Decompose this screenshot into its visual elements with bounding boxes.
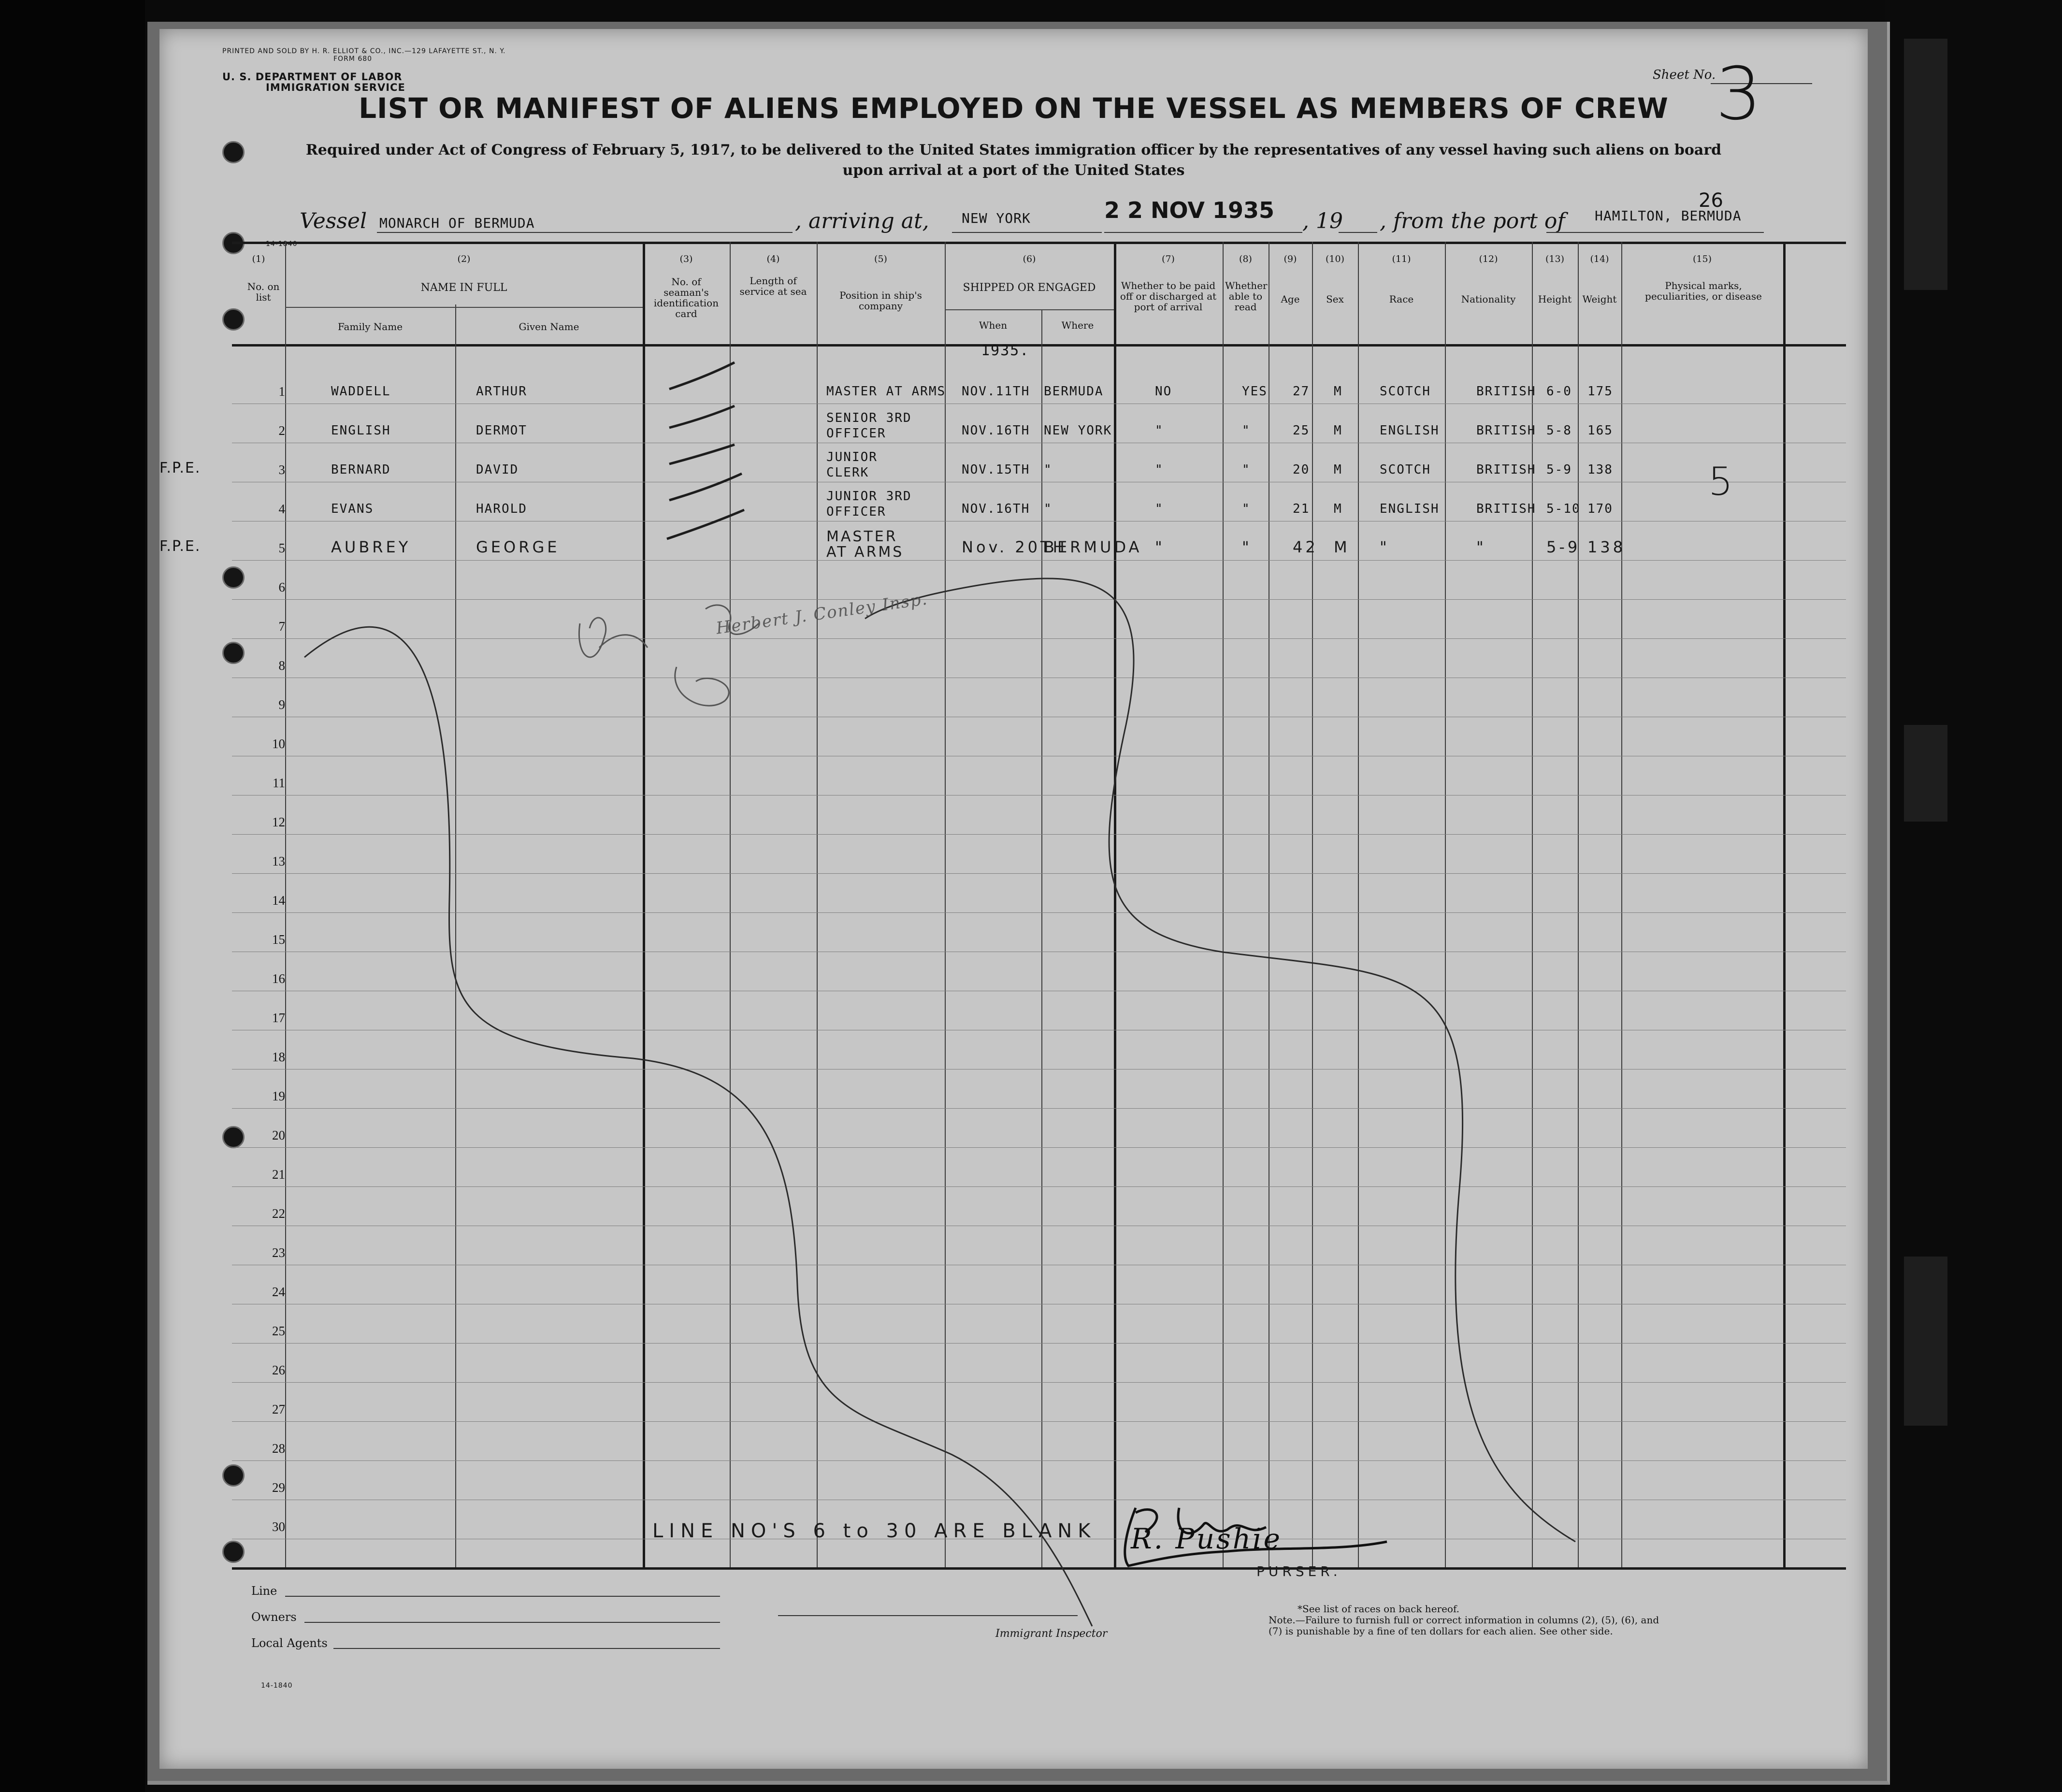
col-number: (8) bbox=[1239, 254, 1252, 264]
row-number: 13 bbox=[272, 854, 285, 868]
cell-paid-off: " bbox=[1155, 502, 1164, 516]
cell-family-name: BERNARD bbox=[331, 462, 391, 477]
purser-signature: R. Pushie bbox=[1131, 1522, 1282, 1555]
cell-race: SCOTCH bbox=[1380, 462, 1431, 477]
cell-age: 27 bbox=[1293, 384, 1310, 399]
row-number: 27 bbox=[272, 1402, 285, 1416]
cell-position: OFFICER bbox=[826, 426, 886, 441]
cell-able-to-read: " bbox=[1242, 423, 1251, 438]
row-number: 23 bbox=[272, 1245, 285, 1260]
cell-paid-off: NO bbox=[1155, 384, 1172, 399]
margin-mark-fpe: F.P.E. bbox=[159, 538, 201, 555]
from-port-label: , from the port of bbox=[1380, 209, 1565, 233]
row-number: 26 bbox=[272, 1363, 285, 1377]
cell-shipped-where: BERMUDA bbox=[1044, 384, 1104, 399]
arriving-port: NEW YORK bbox=[962, 210, 1031, 226]
owners-label: Owners bbox=[251, 1610, 297, 1624]
page-title: LIST OR MANIFEST OF ALIENS EMPLOYED ON THE VESSEL AS MEMBERS OF CREW bbox=[359, 92, 1669, 125]
year-label: , 19 bbox=[1302, 209, 1343, 233]
cell-weight: 170 bbox=[1587, 502, 1613, 516]
row-number: 2 bbox=[278, 423, 285, 438]
row-number: 7 bbox=[278, 619, 285, 634]
row-number: 8 bbox=[278, 658, 285, 673]
cell-nationality: " bbox=[1476, 538, 1486, 556]
year-note: 1935. bbox=[981, 342, 1030, 359]
cell-sex: M bbox=[1334, 423, 1342, 438]
row-number: 15 bbox=[272, 932, 285, 947]
row-number: 12 bbox=[272, 815, 285, 829]
from-port: HAMILTON, BERMUDA bbox=[1595, 208, 1742, 224]
row-number: 1 bbox=[278, 384, 285, 399]
row-number: 19 bbox=[272, 1089, 285, 1103]
form-code: 14-1840 bbox=[266, 240, 298, 248]
col-number: (11) bbox=[1392, 254, 1411, 264]
cell-age: 20 bbox=[1293, 462, 1310, 477]
cell-nationality: BRITISH bbox=[1476, 502, 1536, 516]
inspector-label: Immigrant Inspector bbox=[995, 1628, 1108, 1640]
cell-shipped-where: BERMUDA bbox=[1044, 538, 1142, 556]
races-note: *See list of races on back hereof. Note.—Failure to furnish full or correct information in columns (2), (5), (6), and (7) is punishable by a fine of ten dollars for each alien. See other side. bbox=[1269, 1603, 1659, 1637]
vessel-label: Vessel bbox=[300, 209, 367, 233]
page-subtitle: Required under Act of Congress of February 5, 1917, to be delivered to the United States immigration officer by the representatives of any vessel having such aliens on board upon arrival at a port of the United States bbox=[305, 142, 1722, 179]
cell-shipped-when: NOV.16TH bbox=[962, 502, 1030, 516]
col-number: (6) bbox=[1023, 254, 1036, 264]
pier-number: 26 bbox=[1699, 189, 1723, 212]
col-number: (3) bbox=[679, 254, 693, 264]
row-number: 11 bbox=[273, 776, 285, 790]
cancel-curve-left bbox=[304, 627, 1092, 1626]
row-number: 17 bbox=[272, 1011, 285, 1025]
cell-position: JUNIOR bbox=[826, 450, 878, 464]
cell-sex: M bbox=[1334, 462, 1342, 477]
cell-position: CLERK bbox=[826, 465, 869, 480]
cell-shipped-when: NOV.16TH bbox=[962, 423, 1030, 438]
row-number: 20 bbox=[272, 1128, 285, 1142]
cell-paid-off: " bbox=[1155, 423, 1164, 438]
cell-given-name: DERMOT bbox=[476, 423, 527, 438]
header-age: Age bbox=[1281, 293, 1300, 305]
row-number: 25 bbox=[272, 1324, 285, 1338]
row-number: 10 bbox=[272, 737, 285, 751]
col-number: (10) bbox=[1325, 254, 1344, 264]
header-where: Where bbox=[1061, 319, 1094, 331]
cell-position: SENIOR 3RD bbox=[826, 411, 912, 425]
header-sex: Sex bbox=[1326, 293, 1344, 305]
cell-height: 5-9 bbox=[1546, 462, 1572, 477]
cell-sex: M bbox=[1334, 502, 1342, 516]
header-race: Race bbox=[1389, 293, 1414, 305]
cancel-curve-right bbox=[865, 578, 1575, 1542]
sheet-number: 3 bbox=[1716, 52, 1762, 136]
department-heading: U. S. DEPARTMENT OF LABOR IMMIGRATION SERVICE bbox=[222, 71, 405, 93]
cell-paid-off: " bbox=[1155, 538, 1165, 556]
binder-background-left bbox=[0, 0, 145, 1792]
header-shipped-engaged: SHIPPED OR ENGAGED bbox=[963, 282, 1096, 294]
row-number: 28 bbox=[272, 1441, 285, 1456]
col-number: (4) bbox=[766, 254, 780, 264]
cell-given-name: HAROLD bbox=[476, 502, 527, 516]
header-height: Height bbox=[1538, 293, 1572, 305]
cell-weight: 138 bbox=[1587, 462, 1613, 477]
col-number: (1) bbox=[252, 254, 265, 264]
cell-position: JUNIOR 3RD bbox=[826, 489, 912, 504]
row-number: 14 bbox=[272, 893, 285, 908]
header-name-in-full: NAME IN FULL bbox=[420, 282, 507, 294]
header-paid-off: Whether to be paid off or discharged at port of arrival bbox=[1120, 280, 1217, 313]
cell-height: 5-10 bbox=[1546, 502, 1581, 516]
cell-shipped-when: NOV.15TH bbox=[962, 462, 1030, 477]
row-number: 30 bbox=[272, 1519, 285, 1534]
cell-age: 21 bbox=[1293, 502, 1310, 516]
row-number: 16 bbox=[272, 971, 285, 986]
cell-race: ENGLISH bbox=[1380, 502, 1440, 516]
row-number: 5 bbox=[278, 541, 285, 555]
row-number: 29 bbox=[272, 1480, 285, 1495]
id-card-slashes bbox=[667, 362, 744, 539]
cell-height: 5-9 bbox=[1546, 538, 1581, 556]
cell-race: ENGLISH bbox=[1380, 423, 1440, 438]
cell-able-to-read: " bbox=[1242, 502, 1251, 516]
cell-given-name: DAVID bbox=[476, 462, 519, 477]
row-number: 18 bbox=[272, 1050, 285, 1064]
cell-family-name: AUBREY bbox=[331, 538, 411, 556]
form-code-bottom: 14-1840 bbox=[261, 1682, 293, 1690]
row-number: 3 bbox=[278, 462, 285, 477]
cell-family-name: ENGLISH bbox=[331, 423, 391, 438]
cell-height: 6-0 bbox=[1546, 384, 1572, 399]
cell-shipped-when: Nov. 20TH bbox=[962, 538, 1067, 556]
cell-able-to-read: " bbox=[1242, 538, 1252, 556]
col-number: (5) bbox=[874, 254, 887, 264]
line-label: Line bbox=[251, 1584, 277, 1598]
inspector-signature: Herbert J. Conley Insp. bbox=[715, 589, 929, 638]
manifest-page bbox=[159, 29, 1868, 1769]
cell-position: MASTER AT ARMS bbox=[826, 384, 946, 399]
arriving-label: , arriving at, bbox=[795, 209, 929, 233]
col-number: (14) bbox=[1590, 254, 1609, 264]
header-position: Position in ship's company bbox=[839, 289, 922, 312]
vessel-name: MONARCH OF BERMUDA bbox=[379, 215, 535, 231]
cell-weight: 175 bbox=[1587, 384, 1613, 399]
cell-family-name: WADDELL bbox=[331, 384, 391, 399]
header-no-on-list: No. on list bbox=[247, 281, 280, 303]
cell-shipped-where: " bbox=[1044, 462, 1053, 477]
row-number: 21 bbox=[272, 1167, 285, 1182]
cell-race: " bbox=[1380, 538, 1390, 556]
col-number: (7) bbox=[1162, 254, 1175, 264]
row-number: 9 bbox=[278, 697, 285, 712]
cell-sex: M bbox=[1334, 384, 1342, 399]
col-number: (15) bbox=[1692, 254, 1712, 264]
cell-able-to-read: YES bbox=[1242, 384, 1268, 399]
header-nationality: Nationality bbox=[1461, 293, 1516, 305]
row-number: 6 bbox=[278, 580, 285, 594]
date-stamp: 2 2 NOV 1935 bbox=[1104, 197, 1275, 223]
cell-age: 42 bbox=[1293, 538, 1318, 556]
col-number: (2) bbox=[457, 254, 471, 264]
col-number: (12) bbox=[1479, 254, 1498, 264]
header-able-read: Whether able to read bbox=[1225, 280, 1268, 313]
blank-lines-note: LINE NO'S 6 to 30 ARE BLANK bbox=[652, 1520, 1096, 1542]
cell-shipped-when: NOV.11TH bbox=[962, 384, 1030, 399]
col-number: (9) bbox=[1283, 254, 1297, 264]
header-id-card: No. of seaman's identification card bbox=[653, 276, 719, 319]
margin-mark-fpe: F.P.E. bbox=[159, 460, 201, 477]
cell-shipped-where: NEW YORK bbox=[1044, 423, 1112, 438]
header-when: When bbox=[979, 319, 1008, 331]
row-number: 24 bbox=[272, 1285, 285, 1299]
cell-nationality: BRITISH bbox=[1476, 423, 1536, 438]
header-physical-marks: Physical marks, peculiarities, or disease bbox=[1645, 280, 1762, 302]
printer-imprint: PRINTED AND SOLD BY H. R. ELLIOT & CO., INC.—129 LAFAYETTE ST., N. Y. FORM 680 bbox=[222, 47, 506, 63]
cell-nationality: BRITISH bbox=[1476, 384, 1536, 399]
cell-paid-off: " bbox=[1155, 462, 1164, 477]
cell-weight: 165 bbox=[1587, 423, 1613, 438]
local-agents-label: Local Agents bbox=[251, 1636, 328, 1650]
cell-position: MASTER bbox=[826, 528, 898, 545]
sheet-label: Sheet No. bbox=[1653, 68, 1716, 82]
binder-background-right bbox=[1885, 0, 2062, 1792]
cell-given-name: ARTHUR bbox=[476, 384, 527, 399]
cell-nationality: BRITISH bbox=[1476, 462, 1536, 477]
row-number: 22 bbox=[272, 1206, 285, 1221]
header-weight: Weight bbox=[1582, 293, 1617, 305]
purser-title: PURSER. bbox=[1256, 1563, 1341, 1579]
cell-able-to-read: " bbox=[1242, 462, 1251, 477]
handwritten-strokes bbox=[159, 29, 1868, 1769]
side-count: 5 bbox=[1708, 459, 1736, 504]
row-number: 4 bbox=[278, 502, 285, 516]
cell-weight: 138 bbox=[1587, 538, 1626, 556]
header-family-name: Family Name bbox=[337, 321, 403, 332]
cell-race: SCOTCH bbox=[1380, 384, 1431, 399]
cell-height: 5-8 bbox=[1546, 423, 1572, 438]
cell-given-name: GEORGE bbox=[476, 538, 560, 556]
cell-shipped-where: " bbox=[1044, 502, 1053, 516]
cell-sex: M bbox=[1334, 538, 1350, 556]
header-given-name: Given Name bbox=[519, 321, 579, 332]
header-length-service: Length of service at sea bbox=[739, 275, 807, 297]
cell-position: OFFICER bbox=[826, 505, 886, 519]
cell-age: 25 bbox=[1293, 423, 1310, 438]
col-number: (13) bbox=[1545, 254, 1564, 264]
cell-position: AT ARMS bbox=[826, 544, 904, 561]
cell-family-name: EVANS bbox=[331, 502, 374, 516]
